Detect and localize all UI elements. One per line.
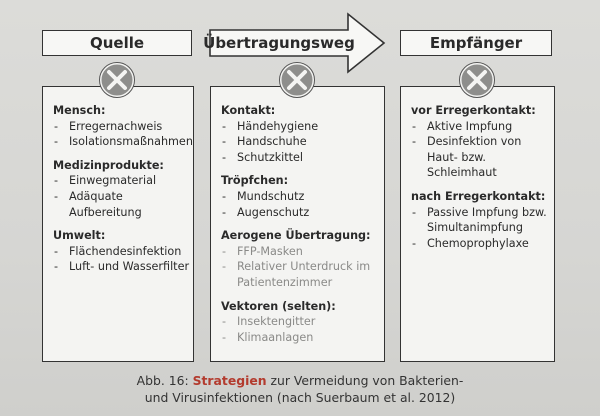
list-item: - Mundschutz: [221, 189, 384, 205]
caption-accent: Strategien: [192, 373, 267, 388]
list-item: - Handschuhe: [221, 134, 384, 150]
list-item: - Händehygiene: [221, 119, 384, 135]
section-title: Mensch:: [53, 104, 106, 117]
section-title: Umwelt:: [53, 229, 106, 243]
x-circle-icon: [279, 62, 315, 98]
section-title: Tröpfchen:: [221, 174, 289, 188]
list-item: - Einwegmaterial: [53, 173, 193, 189]
section-list: [221, 314, 384, 345]
column-quelle: [42, 86, 194, 362]
caption-line1-rest: zur Vermeidung von Bakterien-: [266, 373, 464, 388]
list-item: - Passive Impfung bzw. Simultanimpfung: [411, 205, 554, 236]
list-item: - Insektengitter: [221, 314, 384, 330]
header-quelle: Quelle: [42, 30, 192, 56]
list-item: - Chemoprophylaxe: [411, 236, 554, 252]
section-list: [53, 119, 193, 150]
list-item: - Schutzkittel: [221, 150, 384, 166]
figure-caption: [60, 372, 540, 406]
section-title: Vektoren (selten):: [221, 299, 336, 313]
section-title: Medizinprodukte:: [53, 158, 164, 172]
section-title: vor Erregerkontakt:: [411, 104, 536, 117]
caption-prefix: Abb. 16:: [136, 373, 193, 388]
section-list: [221, 189, 384, 220]
section-list: [221, 244, 384, 291]
section-list: [53, 244, 193, 275]
list-item: - Adäquate Aufbereitung: [53, 189, 193, 220]
list-item: - FFP-Masken: [221, 244, 384, 260]
list-item: - Aktive Impfung: [411, 119, 554, 135]
list-item: - Erregernachweis: [53, 119, 193, 135]
list-item: - Desinfektion von Haut- bzw. Schleimhaut: [411, 134, 554, 181]
list-item: - Isolationsmaßnahmen: [53, 134, 193, 150]
caption-line2: und Virusinfektionen (nach Suerbaum et al. 2012): [144, 390, 456, 405]
section-title: Kontakt:: [221, 104, 276, 117]
list-item: - Augenschutz: [221, 205, 384, 221]
column-uebertragungsweg: [210, 86, 385, 362]
x-circle-icon: [459, 62, 495, 98]
list-item: - Relativer Unterdruck im Patientenzimmer: [221, 259, 384, 290]
list-item: - Flächendesinfektion: [53, 244, 193, 260]
column-empfaenger: [400, 86, 555, 362]
section-list: [221, 119, 384, 166]
section-title: Aerogene Übertragung:: [221, 229, 371, 243]
section-list: [411, 205, 554, 252]
section-list: [53, 173, 193, 220]
list-item: - Luft- und Wasserfilter: [53, 259, 193, 275]
list-item: - Klimaanlagen: [221, 330, 384, 346]
header-uebertragungsweg: Übertragungsweg: [203, 34, 355, 52]
header-empfaenger: Empfänger: [400, 30, 552, 56]
section-title: nach Erregerkontakt:: [411, 189, 546, 203]
section-list: [411, 119, 554, 181]
x-circle-icon: [99, 62, 135, 98]
